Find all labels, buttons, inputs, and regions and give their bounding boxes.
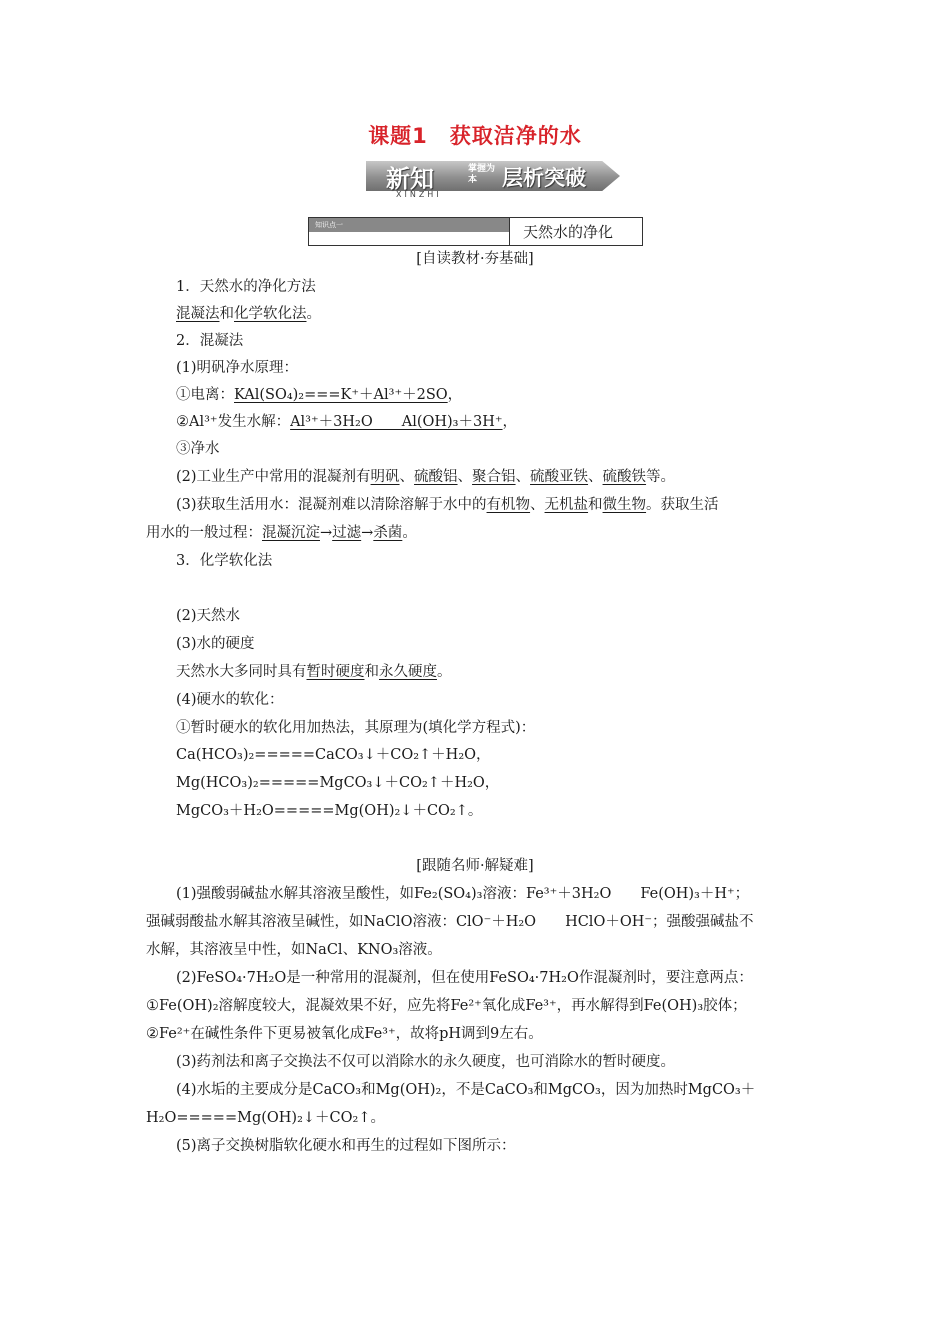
text: (2)工业生产中常用的混凝剂有 — [176, 469, 371, 485]
answer-blank: 硫酸铁 — [602, 469, 647, 485]
arrow-icon: → — [361, 525, 374, 541]
text: 用水的一般过程： — [146, 525, 262, 541]
text: 和 — [588, 497, 603, 513]
text: ①电离： — [176, 387, 234, 403]
text: 和 — [364, 664, 379, 680]
answer-blank: 永久硬度 — [379, 664, 437, 680]
knowledge-point-box — [308, 217, 643, 246]
answer-blank: 暂时硬度 — [306, 664, 365, 680]
text: 、 — [399, 469, 415, 485]
text: 等。 — [646, 469, 676, 485]
heading-3: 3．化学软化法 — [176, 553, 273, 569]
note-2-line-1: (2)FeSO₄·7H₂O是一种常用的混凝剂，但在使用FeSO₄·7H₂O作混凝剂时，要注意两点： — [176, 970, 753, 986]
hardness-line — [176, 660, 452, 681]
equation-3: MgCO₃＋H₂O=====Mg(OH)₂↓＋CO₂↑。 — [176, 803, 483, 819]
note-5: (5)离子交换树脂软化硬水和再生的过程如下图所示： — [176, 1138, 516, 1154]
answer-blank: 微生物 — [602, 497, 647, 513]
water-process-line — [176, 493, 719, 514]
knowledge-point-tag — [309, 218, 509, 232]
answer-blank: Al³⁺＋3H₂O Al(OH)₃＋3H⁺ — [290, 414, 503, 430]
note-2-line-3: ②Fe²⁺在碱性条件下更易被氧化成Fe³⁺，故将pH调到9左右。 — [146, 1026, 543, 1042]
section1-header: [自读教材·夯基础] — [416, 251, 534, 267]
answer-blank: 无机盐 — [544, 497, 589, 513]
text: 。 — [402, 525, 417, 541]
section-banner — [366, 157, 620, 199]
text: ， — [502, 414, 518, 430]
text: ②Al³⁺发生水解： — [176, 414, 291, 430]
softening-method: ①暂时硬水的软化用加热法，其原理为(填化学方程式)： — [176, 720, 536, 736]
hydrolysis-line — [176, 410, 517, 431]
text: 。 — [437, 664, 452, 680]
note-2-line-2: ①Fe(OH)₂溶解度较大，混凝效果不好，应先将Fe²⁺氧化成Fe³⁺，再水解得到Fe(OH)₃胶体； — [146, 998, 747, 1014]
methods-line — [176, 302, 321, 323]
heading-1: 1．天然水的净化方法 — [176, 279, 316, 295]
knowledge-point-divider — [509, 218, 510, 245]
answer-blank: 混凝沉淀 — [262, 525, 320, 541]
equation-2: Mg(HCO₃)₂=====MgCO₃↓＋CO₂↑＋H₂O， — [176, 775, 500, 791]
knowledge-point-label: 天然水的净化 — [523, 223, 614, 241]
answer-blank: 硫酸亚铁 — [530, 469, 589, 485]
text: 天然水大多同时具有 — [176, 664, 307, 680]
page-title: 课题1 获取洁净的水 — [368, 124, 582, 148]
ionization-line — [176, 383, 462, 404]
text: 和 — [219, 306, 234, 322]
heading-2: 2．混凝法 — [176, 333, 244, 349]
alum-principle: (1)明矾净水原理： — [176, 360, 299, 376]
answer-blank: 化学软化法 — [234, 306, 307, 322]
answer-blank: 杀菌 — [373, 525, 403, 541]
answer-blank: 有机物 — [486, 497, 531, 513]
text: ， — [447, 387, 463, 403]
text: 、 — [530, 497, 545, 513]
banner-main-text: 新知 — [386, 165, 434, 193]
text: 。 — [306, 306, 321, 322]
banner-small-text: 掌握为本 — [468, 164, 496, 185]
answer-blank: 聚合铝 — [472, 469, 516, 485]
note-1-line-2: 强碱弱酸盐水解其溶液呈碱性，如NaClO溶液：ClO⁻＋H₂O HClO＋OH⁻；强酸强碱盐不 — [146, 914, 754, 930]
text: 。获取生活 — [646, 497, 719, 513]
answer-blank: 硫酸铝 — [414, 469, 458, 485]
answer-blank: 明矾 — [370, 469, 400, 485]
answer-blank: KAl(SO₄)₂===K⁺＋Al³⁺＋2SO — [234, 387, 448, 403]
text: 、 — [457, 469, 473, 485]
note-4-line-1: (4)水垢的主要成分是CaCO₃和Mg(OH)₂，不是CaCO₃和MgCO₃，因为加热时MgCO₃＋ — [176, 1082, 756, 1098]
text: 、 — [588, 469, 603, 485]
note-1-line-1: (1)强酸弱碱盐水解其溶液呈酸性，如Fe₂(SO₄)₃溶液：Fe³⁺＋3H₂O Fe(OH)₃＋H⁺； — [176, 886, 750, 902]
answer-blank: 过滤 — [332, 525, 362, 541]
text: 、 — [515, 469, 531, 485]
note-3: (3)药剂法和离子交换法不仅可以消除水的永久硬度，也可消除水的暂时硬度。 — [176, 1054, 676, 1070]
natural-water: (2)天然水 — [176, 608, 241, 624]
section2-header: [跟随名师·解疑难] — [416, 858, 534, 874]
knowledge-point-tag-text: 知识点一 — [315, 221, 343, 229]
water-process-line-2 — [146, 521, 417, 542]
answer-blank: 混凝法 — [176, 306, 220, 322]
note-4-line-2: H₂O=====Mg(OH)₂↓＋CO₂↑。 — [146, 1110, 385, 1126]
equation-1: Ca(HCO₃)₂=====CaCO₃↓＋CO₂↑＋H₂O， — [176, 747, 491, 763]
softening-heading: (4)硬水的软化： — [176, 692, 284, 708]
banner-pinyin: XINZHI — [396, 190, 442, 199]
arrow-icon: → — [320, 525, 333, 541]
water-hardness: (3)水的硬度 — [176, 636, 255, 652]
banner-sub-text: 层析突破 — [502, 166, 586, 190]
purify-line: ③净水 — [176, 441, 220, 457]
note-1-line-3: 水解，其溶液呈中性，如NaCl、KNO₃溶液。 — [146, 942, 442, 958]
coagulants-line — [176, 465, 675, 486]
text: (3)获取生活用水：混凝剂难以清除溶解于水中的 — [176, 497, 487, 513]
